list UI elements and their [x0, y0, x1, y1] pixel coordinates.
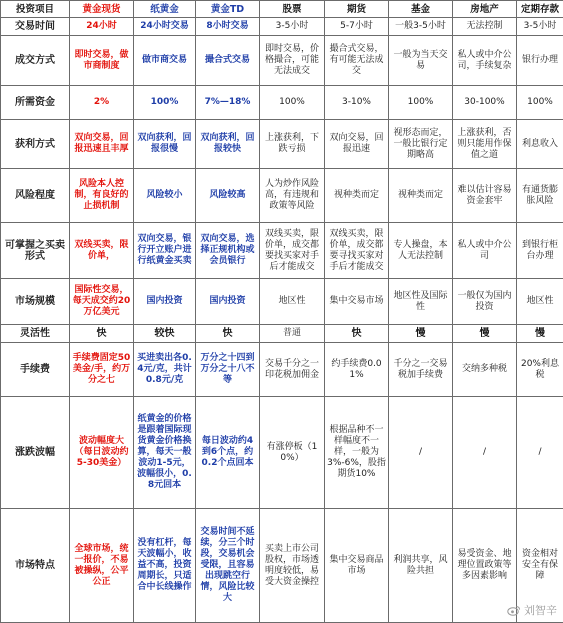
table-cell: / — [389, 397, 453, 509]
row-header-fees: 手续费 — [1, 343, 70, 397]
table-cell: 8小时交易 — [196, 18, 260, 36]
table-cell: 全球市场，统一报价，不易被操纵，公平公正 — [70, 509, 134, 623]
table-cell: 千分之一交易税加手续费 — [389, 343, 453, 397]
table-cell: 有涨停板（10%） — [260, 397, 325, 509]
table-cell: 没有杠杆，每天波幅小，收益不高，投资周期长，只适合中长线操作 — [134, 509, 196, 623]
table-cell: 万分之十四到万分之十八不等 — [196, 343, 260, 397]
col-header-real-estate: 房地产 — [453, 1, 517, 18]
col-header-fixed-deposit: 定期存款 — [517, 1, 563, 18]
table-cell: 24小时交易 — [134, 18, 196, 36]
table-cell: 30-100% — [453, 86, 517, 120]
col-header-paper-gold: 纸黄金 — [134, 1, 196, 18]
table-cell: 即时交易，做市商制度 — [70, 36, 134, 86]
table-cell: 100% — [517, 86, 563, 120]
table-cell: 风险本人控制，有良好的止损机制 — [70, 169, 134, 223]
table-row — [1, 343, 563, 397]
row-header-required-capital: 所需资金 — [1, 86, 70, 120]
table-cell: 利润共享，风险共担 — [389, 509, 453, 623]
table-cell: 国内投资 — [134, 279, 196, 325]
table-cell: / — [453, 397, 517, 509]
table-cell: 买进卖出各0.4元/克，共计0.8元/克 — [134, 343, 196, 397]
table-cell: 双向交易，回报迅速 — [325, 120, 389, 169]
table-cell: 集中交易商品市场 — [325, 509, 389, 623]
table-cell: 快 — [325, 325, 389, 343]
table-cell: 风险较高 — [196, 169, 260, 223]
table-row — [1, 397, 563, 509]
table-cell: 根据品种不一样幅度不一样，一般为3%-6%，股指期货10% — [325, 397, 389, 509]
table-cell: 快 — [196, 325, 260, 343]
table-cell: 波动幅度大（每日波动约5-30美金） — [70, 397, 134, 509]
row-header-market-size: 市场规模 — [1, 279, 70, 325]
table-cell: / — [517, 397, 563, 509]
table-cell: 一般仅为国内投资 — [453, 279, 517, 325]
table-cell: 地区性 — [260, 279, 325, 325]
watermark-text: 刘智辛 — [524, 602, 557, 618]
col-header-futures: 期货 — [325, 1, 389, 18]
table-cell: 较快 — [134, 325, 196, 343]
table-cell: 一般为当天交易 — [389, 36, 453, 86]
table-cell: 交易时间不延续，分三个时段，交易机会受限，且容易出现跳空行情，风险比较大 — [196, 509, 260, 623]
table-cell: 20%利息税 — [517, 343, 563, 397]
table-cell: 100% — [389, 86, 453, 120]
col-header-fund: 基金 — [389, 1, 453, 18]
table-row — [1, 509, 563, 623]
row-header-flexibility: 灵活性 — [1, 325, 70, 343]
table-cell: 约手续费0.01% — [325, 343, 389, 397]
table-cell: 难以估计容易资金套牢 — [453, 169, 517, 223]
table-cell: 银行办理 — [517, 36, 563, 86]
table-cell: 3-5小时 — [517, 18, 563, 36]
table-cell: 视种类而定 — [389, 169, 453, 223]
table-cell: 风险较小 — [134, 169, 196, 223]
table-cell: 慢 — [389, 325, 453, 343]
corner-cell: 投资项目 — [1, 1, 70, 18]
row-header-execution-method: 成交方式 — [1, 36, 70, 86]
table-cell: 易受资金、地理位置政策等多因素影响 — [453, 509, 517, 623]
table-cell: 手续费固定50美金/手，约万分之七 — [70, 343, 134, 397]
weibo-icon — [507, 605, 521, 616]
col-header-gold-td: 黄金TD — [196, 1, 260, 18]
table-cell: 双线买卖，限价单，成交都要找买家对手后才能成交 — [260, 223, 325, 279]
table-cell: 专人操盘，本人无法控制 — [389, 223, 453, 279]
table-cell: 无法控制 — [453, 18, 517, 36]
table-cell: 上涨获利，下跌亏损 — [260, 120, 325, 169]
row-header-trading-time: 交易时间 — [1, 18, 70, 36]
table-cell: 100% — [260, 86, 325, 120]
table-cell: 双线买卖，限价单， — [70, 223, 134, 279]
table-cell: 2% — [70, 86, 134, 120]
table-cell: 撮合式交易 — [196, 36, 260, 86]
table-cell: 每日波动约4到6个点，约0.2个点回本 — [196, 397, 260, 509]
col-header-stock: 股票 — [260, 1, 325, 18]
table-cell: 7%—18% — [196, 86, 260, 120]
row-header-profit-method: 获利方式 — [1, 120, 70, 169]
table-row — [1, 169, 563, 223]
table-cell: 交纳多种税 — [453, 343, 517, 397]
table-cell: 资金相对安全有保障 — [517, 509, 563, 623]
table-cell: 到银行柜台办理 — [517, 223, 563, 279]
table-cell: 双向获利，回报较快 — [196, 120, 260, 169]
table-cell: 双线买卖，限价单，成交都要寻找买家对手后才能成交 — [325, 223, 389, 279]
row-header-trade-forms: 可掌握之买卖形式 — [1, 223, 70, 279]
table-row — [1, 18, 563, 36]
table-cell: 快 — [70, 325, 134, 343]
table-cell: 一般3-5小时 — [389, 18, 453, 36]
table-cell: 国内投资 — [196, 279, 260, 325]
table-cell: 慢 — [453, 325, 517, 343]
row-header-price-fluctuation: 涨跌波幅 — [1, 397, 70, 509]
table-row — [1, 120, 563, 169]
table-row — [1, 86, 563, 120]
table-cell: 100% — [134, 86, 196, 120]
table-cell: 上涨获利，否则只能用作保值之道 — [453, 120, 517, 169]
table-cell: 纸黄金的价格是跟着国际现货黄金价格换算，每天一般波动1-5元，波幅很小，0.8元回本 — [134, 397, 196, 509]
table-cell: 5-7小时 — [325, 18, 389, 36]
table-row — [1, 325, 563, 343]
table-cell: 视形态而定，一般比银行定期略高 — [389, 120, 453, 169]
row-header-market-features: 市场特点 — [1, 509, 70, 623]
table-cell: 集中交易市场 — [325, 279, 389, 325]
table-cell: 地区性 — [517, 279, 563, 325]
table-cell: 普通 — [260, 325, 325, 343]
table-cell: 慢 — [517, 325, 563, 343]
table-cell: 3-10% — [325, 86, 389, 120]
table-row — [1, 279, 563, 325]
table-cell: 即时交易，价格撮合，可能无法成交 — [260, 36, 325, 86]
table-cell: 3-5小时 — [260, 18, 325, 36]
table-cell: 利息收入 — [517, 120, 563, 169]
table-cell: 视种类而定 — [325, 169, 389, 223]
table-cell: 交易千分之一印花税加佣金 — [260, 343, 325, 397]
table-cell: 24小时 — [70, 18, 134, 36]
table-cell: 私人或中介公司 — [453, 223, 517, 279]
table-cell: 地区性及国际性 — [389, 279, 453, 325]
table-cell: 双向交易，银行开立账户进行纸黄金买卖 — [134, 223, 196, 279]
watermark — [507, 602, 557, 618]
table-cell: 买卖上市公司股权，市场透明度较低，易受大资金操控 — [260, 509, 325, 623]
table-cell: 撮合式交易，有可能无法成交 — [325, 36, 389, 86]
table-cell: 私人或中介公司，手续复杂 — [453, 36, 517, 86]
col-header-gold-spot: 黄金现货 — [70, 1, 134, 18]
table-cell: 人为炒作风险高，有违规和政策等风险 — [260, 169, 325, 223]
table-row — [1, 223, 563, 279]
table-cell: 做市商交易 — [134, 36, 196, 86]
header-row — [1, 1, 563, 18]
table-cell: 双向交易，回报迅速且丰厚 — [70, 120, 134, 169]
table-cell: 双向获利，回报很慢 — [134, 120, 196, 169]
table-cell: 有通货膨胀风险 — [517, 169, 563, 223]
row-header-risk-level: 风险程度 — [1, 169, 70, 223]
table-row — [1, 36, 563, 86]
table-cell: 国际性交易，每天成交约20万亿美元 — [70, 279, 134, 325]
table-cell: 双向交易，选择正规机构或会员银行 — [196, 223, 260, 279]
